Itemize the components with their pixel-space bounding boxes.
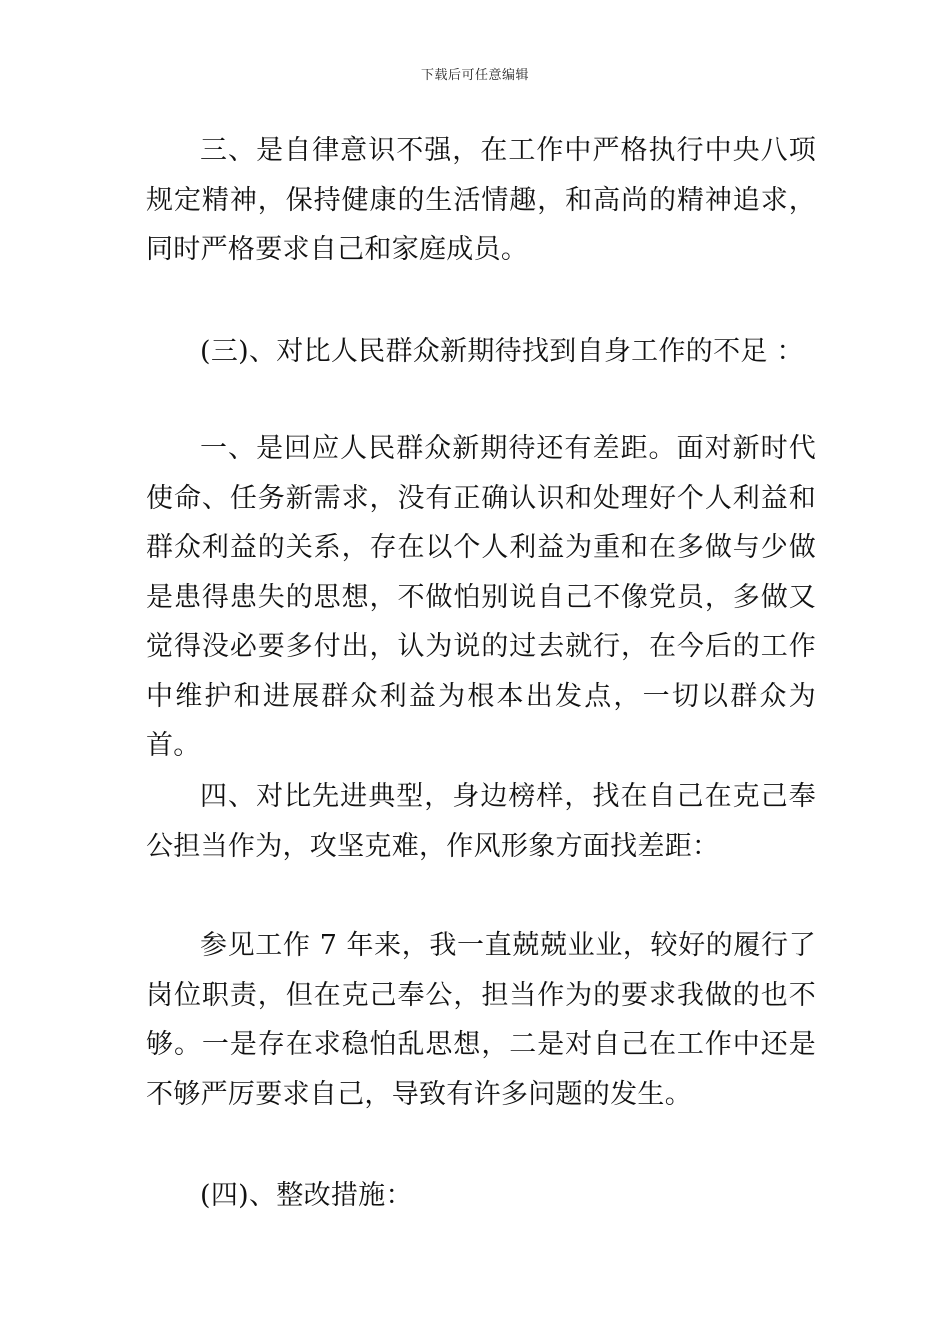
paragraph-work-history: 参见工作 7 年来，我一直兢兢业业，较好的履行了岗位职责，但在克己奉公，担当作为的要求我做的也不够。一是存在求稳怕乱思想，二是对自己在工作中还是不够严厉要求自己，导致有许多问题的发生。 <box>146 930 816 1110</box>
paragraph-role-models: 四、对比先进典型，身边榜样，找在自己在克己奉公担当作为，攻坚克难，作风形象方面找差距： <box>146 781 816 862</box>
page-header: 下载后可任意编辑 <box>420 68 529 83</box>
section-heading-3: (三)、对比人民群众新期待找到自身工作的不足 ： <box>200 336 804 367</box>
section-heading-4: (四)、整改措施： <box>200 1180 413 1211</box>
paragraph-public-expectations: 一、是回应人民群众新期待还有差距。面对新时代使命、任务新需求，没有正确认识和处理好个人利益和群众利益的关系，存在以个人利益为重和在多做与少做是患得患失的思想，不做怕别说自己不像党员，多做又觉得没必要多付出，认为说的过去就行，在今后的工作中维护和进展群众利益为根本出发点，一切以群众为首。 <box>146 433 816 761</box>
paragraph-self-discipline: 三、是自律意识不强，在工作中严格执行中央八项规定精神，保持健康的生活情趣，和高尚的精神追求，同时严格要求自己和家庭成员。 <box>146 135 816 265</box>
